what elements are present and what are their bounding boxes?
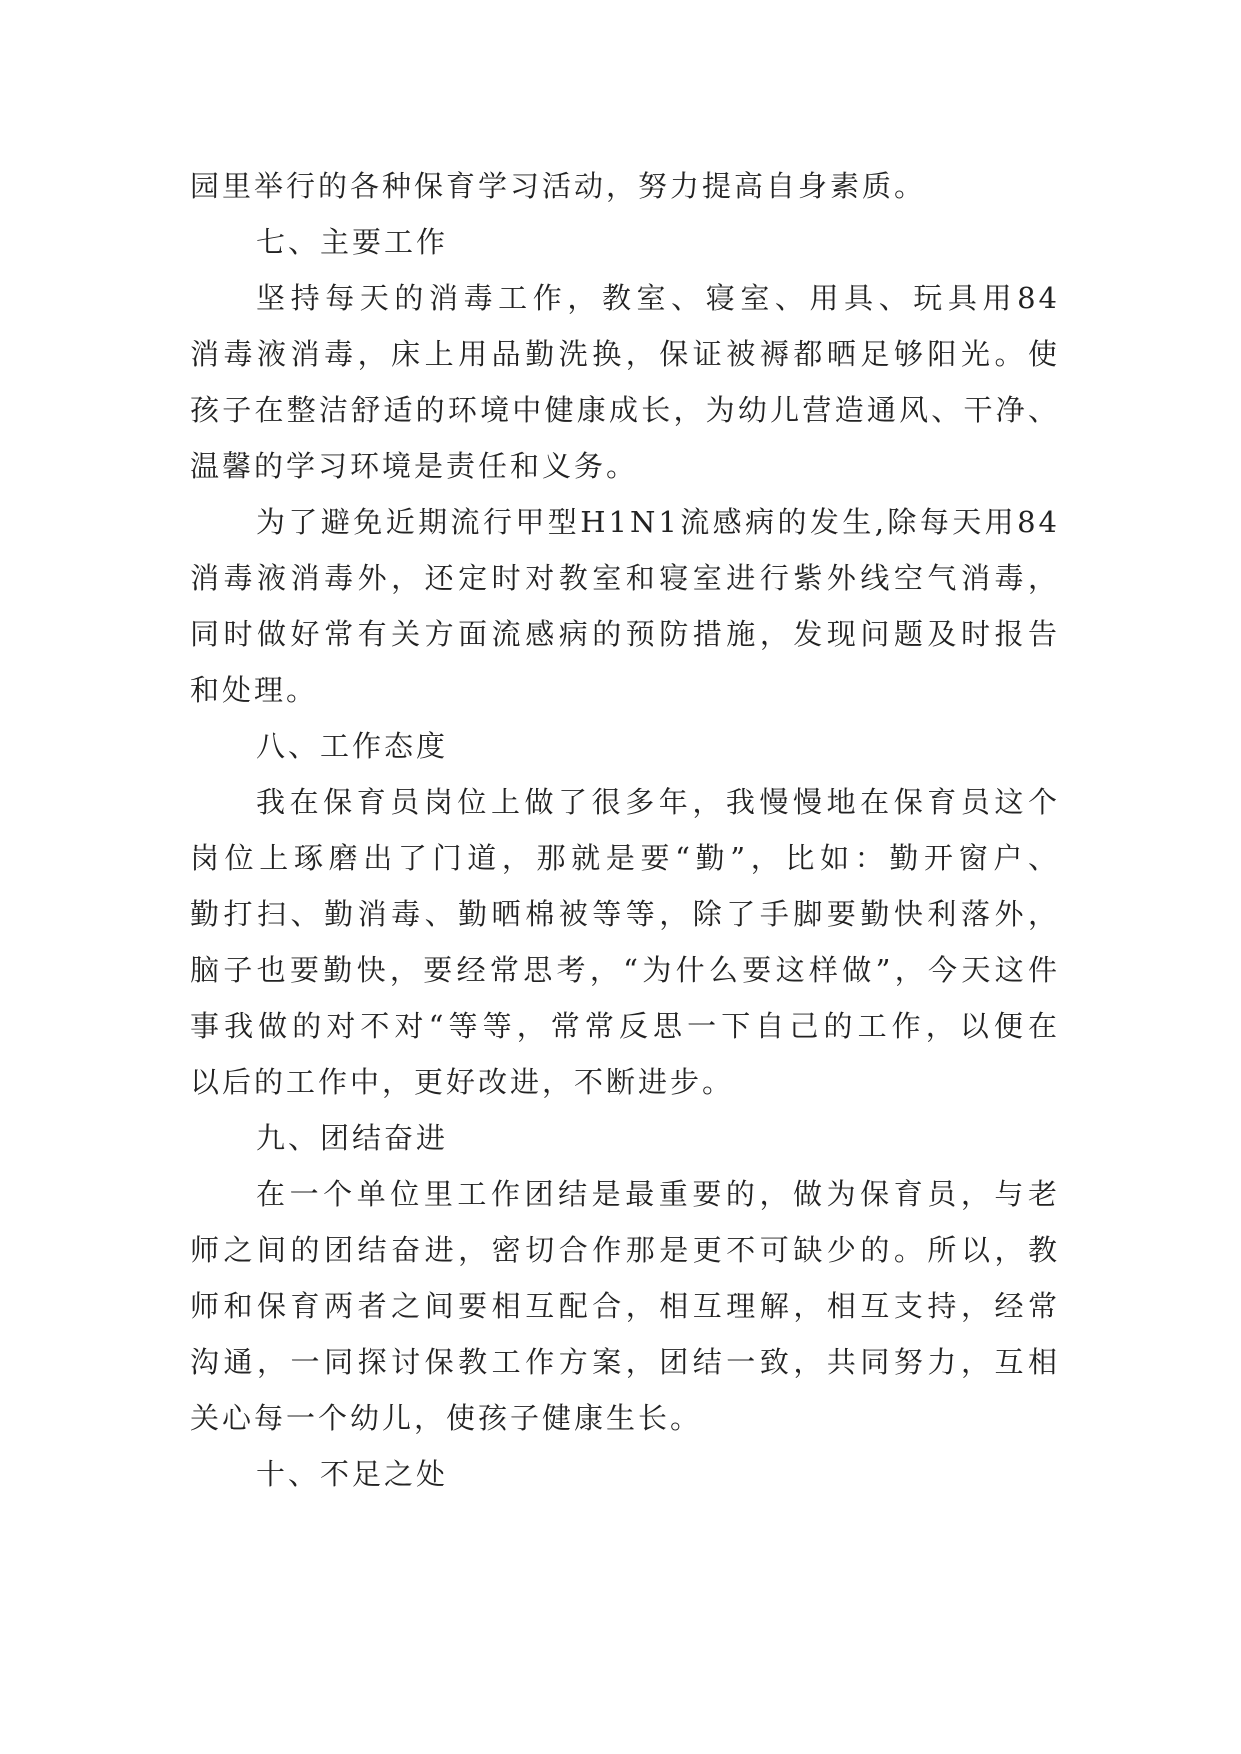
- paragraph-line: 坚持每天的消毒工作，教室、寝室、用具、玩具用84: [256, 281, 1060, 315]
- paragraph-line: 以后的工作中，更好改进，不断进步。: [190, 1065, 735, 1099]
- document-body: [190, 158, 1060, 1502]
- paragraph-line: 我在保育员岗位上做了很多年，我慢慢地在保育员这个: [256, 785, 1060, 819]
- section-heading-7: 七、主要工作: [256, 225, 449, 259]
- paragraph-line: 沟通，一同探讨保教工作方案，团结一致，共同努力，互相: [190, 1345, 1060, 1379]
- section-heading-9: 九、团结奋进: [256, 1121, 449, 1155]
- paragraph-line: 孩子在整洁舒适的环境中健康成长，为幼儿营造通风、干净、: [190, 393, 1060, 427]
- paragraph-line: 消毒液消毒，床上用品勤洗换，保证被褥都晒足够阳光。使: [190, 337, 1060, 371]
- paragraph-line: 在一个单位里工作团结是最重要的，做为保育员，与老: [256, 1177, 1060, 1211]
- paragraph-line: 为了避免近期流行甲型H1N1流感病的发生,除每天用84: [256, 505, 1060, 539]
- paragraph-line: 和处理。: [190, 673, 319, 707]
- section-heading-10: 十、不足之处: [256, 1457, 449, 1491]
- section-heading-8: 八、工作态度: [256, 729, 449, 763]
- paragraph-line: 园里举行的各种保育学习活动，努力提高自身素质。: [190, 169, 927, 203]
- paragraph-line: 师和保育两者之间要相互配合，相互理解，相互支持，经常: [190, 1289, 1060, 1323]
- paragraph-line: 关心每一个幼儿，使孩子健康生长。: [190, 1401, 703, 1435]
- paragraph-line: 脑子也要勤快，要经常思考，“为什么要这样做”，今天这件: [190, 953, 1060, 987]
- paragraph-line: 事我做的对不对“等等，常常反思一下自己的工作，以便在: [190, 1009, 1060, 1043]
- paragraph-line: 岗位上琢磨出了门道，那就是要“勤”，比如：勤开窗户、: [190, 841, 1060, 875]
- paragraph-line: 同时做好常有关方面流感病的预防措施，发现问题及时报告: [190, 617, 1060, 651]
- paragraph-line: 温馨的学习环境是责任和义务。: [190, 449, 639, 483]
- paragraph-line: 师之间的团结奋进，密切合作那是更不可缺少的。所以，教: [190, 1233, 1060, 1267]
- paragraph-line: 勤打扫、勤消毒、勤晒棉被等等，除了手脚要勤快利落外，: [190, 897, 1060, 931]
- paragraph-line: 消毒液消毒外，还定时对教室和寝室进行紫外线空气消毒，: [190, 561, 1060, 595]
